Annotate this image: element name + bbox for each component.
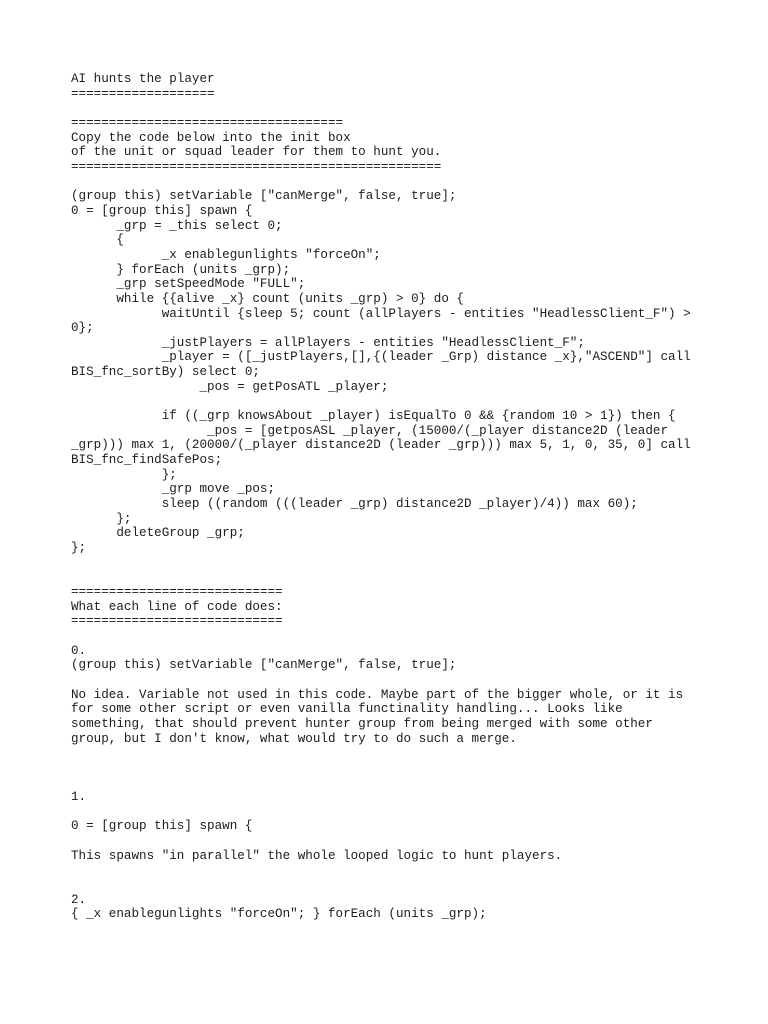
document-text: AI hunts the player =================== ==================================== Copy the code below into the init box of the unit or squad leader for them to hunt you. ================================================= (group this) setVariable ["canMerge", false, true]; 0 = [group this] spawn { _grp = _this select 0; { _x enablegunlights "forceOn"; } forEach (units _grp); _grp setSpeedMode "FULL"; while {{alive _x} count (units _grp) > 0} do { waitUntil {sleep 5; count (allPlayers - entities "HeadlessClient_F") > 0}; _justPlayers = allPlayers - entities "HeadlessClient_F"; _player = ([_justPlayers,[],{(leader _Grp) distance _x},"ASCEND"] call BIS_fnc_sortBy) select 0; _pos = getPosATL _player; if ((_grp knowsAbout _player) isEqualTo 0 && {random 10 > 1}) then { _pos = [getposASL _player, (15000/(_player distance2D (leader _grp))) max 1, (20000/(_player distance2D (leader _grp))) max 5, 1, 0, 35, 0] call BIS_fnc_findSafePos; }; _grp move _pos; sleep ((random (((leader _grp) distance2D _player)/4)) max 60); }; deleteGroup _grp; }; ============================ What each line of code does: ============================ 0. (group this) setVariable ["canMerge", false, true]; No idea. Variable not used in this code. Maybe part of the bigger whole, or it is for some other script or even vanilla functinality handling... Looks like something, that should prevent hunter group from being merged with some other group, but I don't know, what would try to do such a merge. 1. 0 = [group this] spawn { This spawns "in parallel" the whole looped logic to hunt players. 2. { _x enablegunlights "forceOn"; } forEach (units _grp); [71, 72, 691, 922]
